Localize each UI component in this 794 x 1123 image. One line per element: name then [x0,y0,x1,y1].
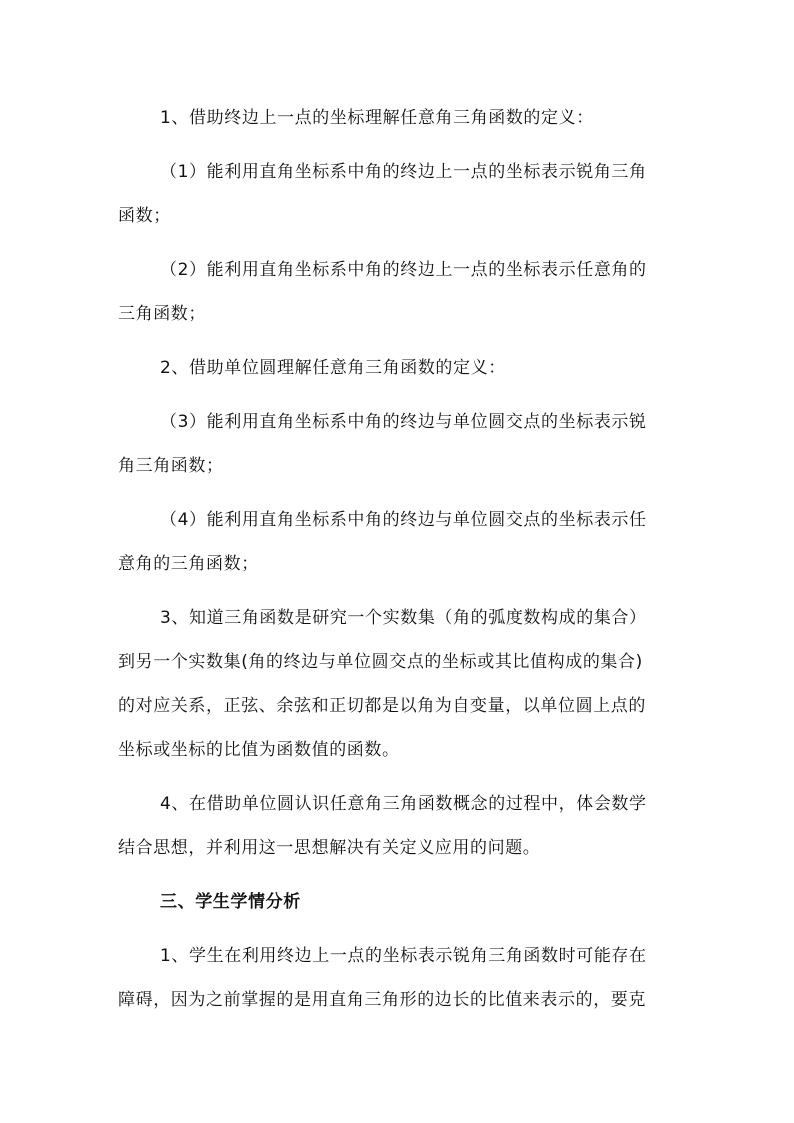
paragraph-10-line-2: 障碍，因为之前掌握的是用直角三角形的边长的比值来表示的，要克 [118,990,646,1010]
paragraph-6-line-2: 意角的三角函数； [118,554,259,574]
paragraph-8-line-2: 结合思想，并利用这一思想解决有关定义应用的问题。 [118,838,541,858]
paragraph-3-line-2: 三角函数； [118,304,206,324]
paragraph-8-line-1: 4、在借助单位圆认识任意角三角函数概念的过程中，体会数学 [160,794,647,814]
paragraph-7-line-2: 到另一个实数集(角的终边与单位圆交点的坐标或其比值构成的集合) [118,652,643,672]
paragraph-2-line-1: （1）能利用直角坐标系中角的终边上一点的坐标表示锐角三角 [160,162,647,182]
paragraph-7-line-4: 坐标或坐标的比值为函数值的函数。 [118,740,400,760]
paragraph-4-line-1: 2、借助单位圆理解任意角三角函数的定义： [160,358,506,378]
paragraph-7-line-1: 3、知道三角函数是研究一个实数集（角的弧度数构成的集合） [160,608,647,628]
section-heading: 三、学生学情分析 [160,892,301,912]
paragraph-1-line-1: 1、借助终边上一点的坐标理解任意角三角函数的定义： [160,108,594,128]
paragraph-3-line-1: （2）能利用直角坐标系中角的终边上一点的坐标表示任意角的 [160,260,647,280]
paragraph-10-line-1: 1、学生在利用终边上一点的坐标表示锐角三角函数时可能存在 [160,946,647,966]
paragraph-6-line-1: （4）能利用直角坐标系中角的终边与单位圆交点的坐标表示任 [160,510,647,530]
paragraph-7-line-3: 的对应关系，正弦、余弦和正切都是以角为自变量，以单位圆上点的 [118,696,646,716]
paragraph-5-line-2: 角三角函数； [118,456,224,476]
paragraph-5-line-1: （3）能利用直角坐标系中角的终边与单位圆交点的坐标表示锐 [160,412,647,432]
paragraph-2-line-2: 函数； [118,206,171,226]
